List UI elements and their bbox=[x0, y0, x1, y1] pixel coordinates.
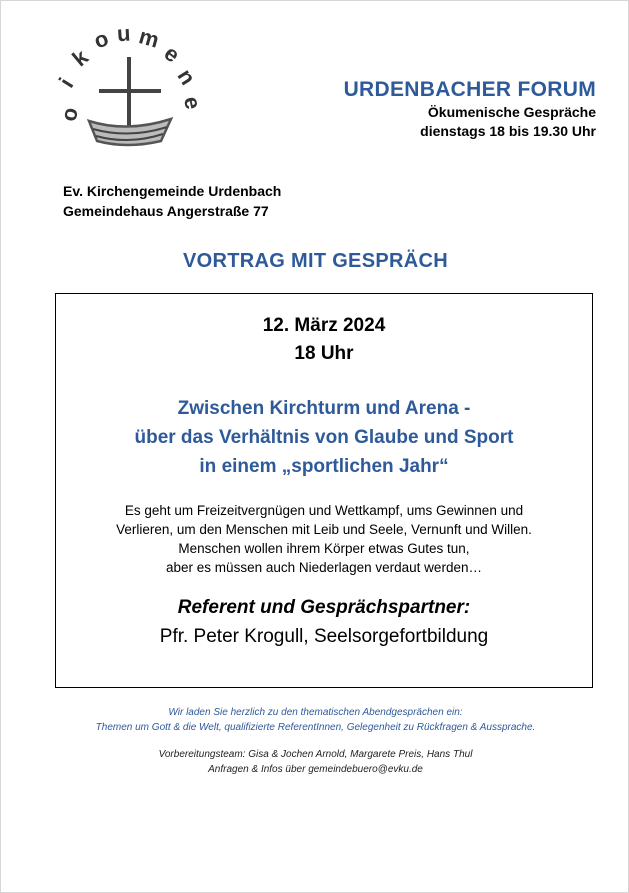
logo-letter: e bbox=[178, 94, 206, 112]
topic-line: in einem „sportlichen Jahr“ bbox=[199, 456, 449, 477]
logo-letter: o bbox=[55, 105, 83, 124]
event-date: 12. März 2024 bbox=[262, 315, 386, 336]
church-address bbox=[63, 181, 281, 221]
invite-line: Themen um Gott & die Welt, qualifizierte ReferentInnen, Gelegenheit zu Rückfragen & Aussprache. bbox=[95, 722, 536, 733]
topic-line: Zwischen Kirchturm und Arena - bbox=[177, 398, 471, 419]
speaker-label: Referent und Gesprächspartner: bbox=[177, 597, 471, 618]
oikoumene-logo bbox=[49, 21, 209, 161]
page-heading: VORTRAG MIT GESPRÄCH bbox=[183, 250, 448, 272]
ship-cross-icon bbox=[89, 57, 171, 145]
church-location: Gemeindehaus Angerstraße 77 bbox=[63, 203, 269, 219]
forum-title: URDENBACHER FORUM bbox=[343, 78, 596, 101]
forum-subtitle: Ökumenische Gespräche bbox=[427, 104, 596, 120]
team-members: Vorbereitungsteam: Gisa & Jochen Arnold, Margarete Preis, Hans Thul bbox=[158, 749, 473, 760]
contact-info: Anfragen & Infos über gemeindebuero@evku.de bbox=[208, 764, 423, 775]
event-description bbox=[56, 501, 592, 577]
description-line: Menschen wollen ihrem Körper etwas Gutes tun, bbox=[178, 541, 470, 556]
event-time: 18 Uhr bbox=[294, 343, 354, 364]
logo-letter: k bbox=[67, 44, 93, 72]
logo-letter: n bbox=[172, 64, 201, 90]
description-line: aber es müssen auch Niederlagen verdaut werden… bbox=[166, 560, 482, 575]
description-line: Es geht um Freizeitvergnügen und Wettkampf, ums Gewinnen und bbox=[124, 503, 524, 518]
invite-line: Wir laden Sie herzlich zu den thematischen Abendgesprächen ein: bbox=[168, 707, 463, 718]
team-info bbox=[1, 747, 629, 777]
logo-letter: m bbox=[136, 23, 162, 53]
description-line: Verlieren, um den Menschen mit Leib und Seele, Vernunft und Willen. bbox=[116, 522, 532, 537]
logo-letter: e bbox=[159, 40, 185, 68]
forum-info bbox=[344, 77, 596, 141]
event-box bbox=[55, 293, 593, 688]
forum-schedule: dienstags 18 bis 19.30 Uhr bbox=[420, 123, 596, 139]
invitation-note bbox=[1, 705, 629, 735]
topic-line: über das Verhältnis von Glaube und Sport bbox=[134, 427, 514, 448]
event-topic bbox=[56, 394, 592, 481]
logo-letter: i bbox=[53, 73, 79, 92]
speaker-name: Pfr. Peter Krogull, Seelsorgefortbildung bbox=[159, 626, 489, 647]
logo-letter: o bbox=[90, 25, 112, 54]
logo-letter: u bbox=[116, 21, 132, 47]
church-name: Ev. Kirchengemeinde Urdenbach bbox=[63, 183, 282, 199]
